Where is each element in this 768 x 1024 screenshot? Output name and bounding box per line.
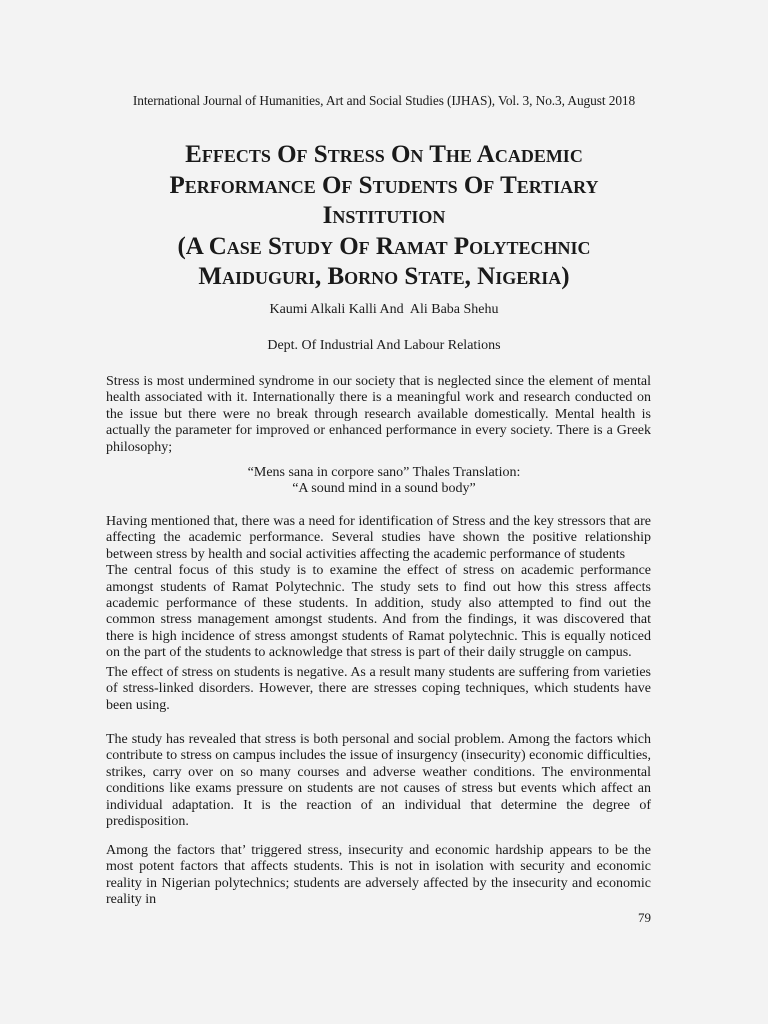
paragraph — [106, 665, 651, 714]
paragraph — [106, 374, 651, 456]
paragraph — [106, 843, 651, 909]
title-line: Effects Of Stress On The Academic — [185, 141, 583, 168]
title-line: Institution — [322, 202, 446, 229]
quotation — [0, 465, 768, 498]
paragraph-text: The effect of stress on students is negative. As a result many students are suffering from varieties of stress-linked disorders. However, there are stresses coping techniques, which students have been using. — [106, 665, 651, 713]
title-line: Maiduguri, Borno State, Nigeria) — [198, 263, 570, 290]
quote-line: “Mens sana in corpore sano” Thales Translation: — [247, 465, 521, 480]
department: Dept. Of Industrial And Labour Relations — [267, 338, 501, 353]
paragraph-text: The study has revealed that stress is both personal and social problem. Among the factors which contribute to stress on campus includes the issue of insurgency (insecurity) economic difficulties, strikes, carry over on so many courses and adverse weather conditions. The environmental conditions like exams pressure on students are not causes of stress but events which affect an individual adaptation. It is the reaction of an individual that determine the degree of predisposition. — [106, 732, 651, 830]
paragraph — [106, 732, 651, 830]
title-line: (A Case Study Of Ramat Polytechnic — [177, 232, 591, 260]
authors: Kaumi Alkali Kalli And Ali Baba Shehu — [269, 302, 499, 317]
paragraph-text: Stress is most undermined syndrome in our society that is neglected since the element of mental health associated with it. Internationally there is a meaningful work and research conducted on the issue but there were no break through research available domestically. Mental health is actually the parameter for improved or enhanced performance in every society. There is a Greek philosophy; — [106, 374, 651, 455]
title-line: Performance Of Students Of Tertiary — [169, 171, 599, 199]
paper-title — [0, 140, 768, 293]
quote-line: “A sound mind in a sound body” — [292, 481, 476, 497]
journal-header: International Journal of Humanities, Art and Social Studies (IJHAS), Vol. 3, No.3, August 2018 — [132, 93, 636, 108]
paragraph-text: The central focus of this study is to examine the effect of stress on academic performance amongst students of Ramat Polytechnic. The study sets to find out how this stress affects academic performance of these students. In addition, study also attempted to find out the common stress management amongst students. And from the findings, it was discovered that there is high incidence of stress amongst students of Ramat polytechnic. This is equally noticed on the part of the students to acknowledge that stress is part of their daily struggle on campus. — [106, 563, 651, 661]
paragraph-text: Having mentioned that, there was a need for identification of Stress and the key stressors that are affecting the academic performance. Several studies have shown the positive relationship between stress by health and social activities affecting the academic performance of students — [106, 514, 651, 562]
paragraph — [106, 514, 651, 662]
page-number: 79 — [638, 910, 651, 925]
paragraph-text: Among the factors that’ triggered stress, insecurity and economic hardship appears to be the most potent factors that affects students. This is not in isolation with security and economic reality in Nigerian polytechnics; students are adversely affected by the insecurity and economic reality in — [106, 843, 651, 908]
